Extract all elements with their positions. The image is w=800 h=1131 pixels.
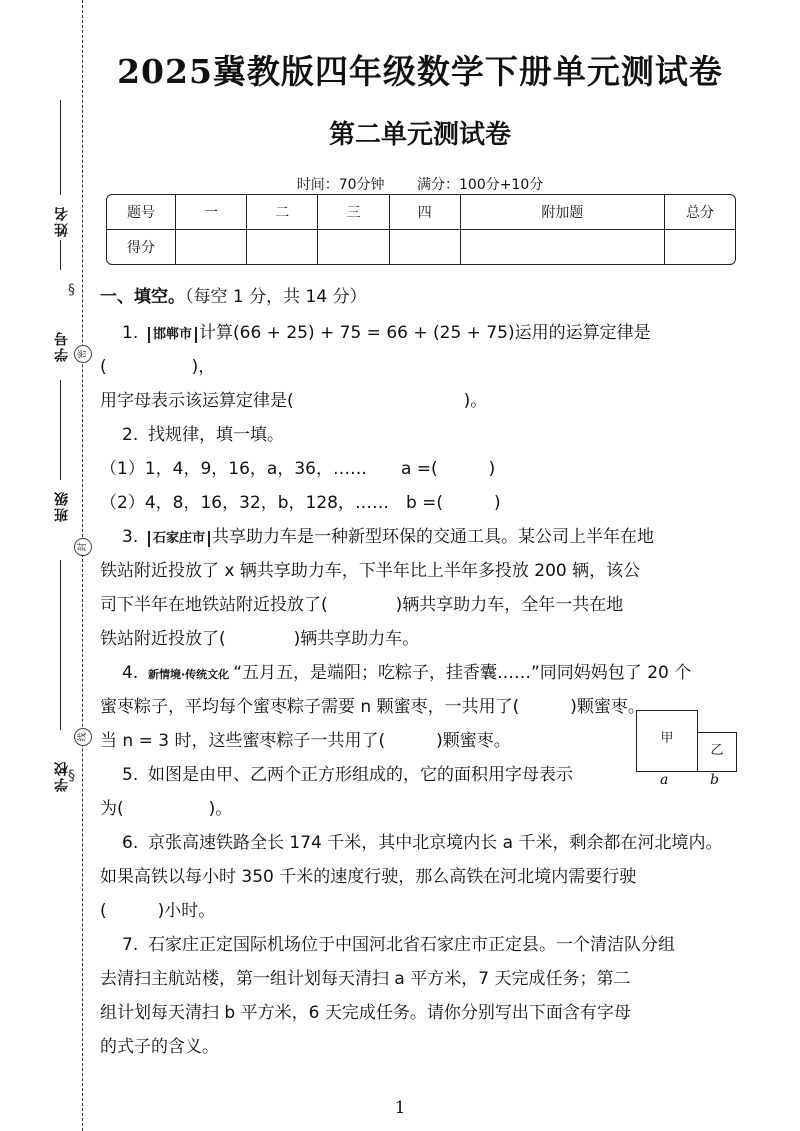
question-number: 1. — [122, 323, 139, 343]
class-blank — [60, 560, 61, 730]
exam-time: 时间：70分钟 — [296, 177, 385, 193]
score-header-cell: 附加题 — [461, 195, 665, 230]
score-header-cell: 四 — [390, 195, 461, 230]
student-id-blank — [60, 380, 61, 480]
score-header-cell: 三 — [318, 195, 389, 230]
score-cell[interactable] — [247, 230, 318, 264]
question-text: 的式子的含义。 — [100, 1037, 219, 1057]
question-section — [100, 280, 750, 1064]
swirl-icon-lower: § — [68, 768, 75, 784]
name-blank — [60, 100, 61, 195]
score-cell[interactable] — [461, 230, 665, 264]
score-cell[interactable] — [318, 230, 389, 264]
label-a: a — [660, 772, 669, 788]
question-number: 3. — [122, 527, 139, 547]
score-cell[interactable] — [390, 230, 461, 264]
region-tag: 石家庄市 — [148, 531, 210, 547]
region-tag: 邯郸市 — [148, 327, 197, 343]
score-table — [106, 194, 736, 265]
question-text: 用字母表示该运算定律是( )。 — [100, 391, 488, 411]
section-note: （每空 1 分，共 14 分） — [185, 287, 367, 307]
context-tag: 新情境·传统文化 — [148, 668, 230, 681]
exam-full-score: 满分：100分+10分 — [417, 177, 544, 193]
class-label: 班级 — [54, 490, 70, 522]
question-7 — [100, 928, 750, 1064]
question-text: 当 n = 3 时，这些蜜枣粽子一共用了( )颗蜜枣。 — [100, 731, 511, 751]
question-text: 组计划每天清扫 b 平方米，6 天完成任务。请你分别写出下面含有字母 — [100, 1003, 631, 1023]
name-label: 姓名 — [54, 205, 70, 237]
question-text: 计算(66 + 25) + 75 = 66 + (25 + 75)运用的运算定律是( )， — [100, 323, 651, 377]
question-text: 共享助力车是一种新型环保的交通工具。某公司上半年在地 — [212, 527, 655, 547]
score-header-cell: 题号 — [107, 195, 176, 230]
swirl-icon: § — [68, 282, 75, 298]
question-text: 铁站附近投放了 x 辆共享助力车，下半年比上半年多投放 200 辆，该公 — [100, 561, 641, 581]
section-heading — [100, 280, 750, 314]
question-number: 7. — [122, 935, 139, 955]
school-label: 学校 — [54, 760, 70, 792]
seal-mark-feng: 封 — [74, 538, 92, 556]
question-text: 为( )。 — [100, 799, 233, 819]
seal-mark-xian: 线 — [74, 728, 92, 746]
question-text: 如图是由甲、乙两个正方形组成的，它的面积用字母表示 — [148, 765, 573, 785]
question-text: （1）1，4，9，16，a，36，…… a =( ) — [100, 459, 496, 479]
question-6 — [100, 826, 750, 928]
question-number: 2. — [122, 425, 139, 445]
question-number: 4. — [122, 663, 139, 683]
question-text: 石家庄正定国际机场位于中国河北省石家庄市正定县。一个清洁队分组 — [148, 935, 675, 955]
student-id-label: 学号 — [54, 330, 70, 362]
question-text: 如果高铁以每小时 350 千米的速度行驶，那么高铁在河北境内需要行驶 — [100, 867, 637, 887]
page-title: 2025冀教版四年级数学下册单元测试卷 — [117, 52, 723, 91]
question-text: “五月五，是端阳；吃粽子，挂香囊……”同同妈妈包了 20 个 — [233, 663, 692, 683]
score-header-cell: 总分 — [665, 195, 735, 230]
question-text: ( )小时。 — [100, 901, 216, 921]
seal-mark-mi: 密 — [74, 345, 92, 363]
score-cell[interactable] — [176, 230, 247, 264]
question-text: （2）4，8，16，32，b，128，…… b =( ) — [100, 493, 501, 513]
question-text: 铁站附近投放了( )辆共享助力车。 — [100, 629, 420, 649]
score-cell[interactable] — [665, 230, 735, 264]
squares-figure — [636, 710, 746, 800]
score-header-cell: 一 — [176, 195, 247, 230]
question-number: 6. — [122, 833, 139, 853]
exam-info — [110, 174, 730, 194]
question-3 — [100, 520, 750, 656]
name-blank-lower — [60, 240, 61, 270]
binding-dashed-line — [82, 0, 83, 1131]
score-row-label: 得分 — [107, 230, 176, 264]
question-2 — [100, 418, 750, 520]
question-text: 找规律，填一填。 — [148, 425, 284, 445]
question-text: 蜜枣粽子，平均每个蜜枣粽子需要 n 颗蜜枣，一共用了( )颗蜜枣。 — [100, 697, 645, 717]
page-number: 1 — [394, 1098, 406, 1118]
question-text: 去清扫主航站楼，第一组计划每天清扫 a 平方米，7 天完成任务；第二 — [100, 969, 631, 989]
square-jia: 甲 — [636, 710, 698, 772]
score-table-header-row — [107, 195, 735, 230]
question-1 — [100, 316, 750, 418]
question-text: 司下半年在地铁站附近投放了( )辆共享助力车，全年一共在地 — [100, 595, 624, 615]
square-yi: 乙 — [697, 732, 737, 772]
score-header-cell: 二 — [247, 195, 318, 230]
section-title: 一、填空。 — [100, 287, 185, 307]
label-b: b — [710, 772, 719, 788]
page-subtitle: 第二单元测试卷 — [328, 120, 511, 150]
question-number: 5. — [122, 765, 139, 785]
question-text: 京张高速铁路全长 174 千米，其中北京境内长 a 千米，剩余都在河北境内。 — [148, 833, 723, 853]
score-table-score-row — [107, 230, 735, 264]
